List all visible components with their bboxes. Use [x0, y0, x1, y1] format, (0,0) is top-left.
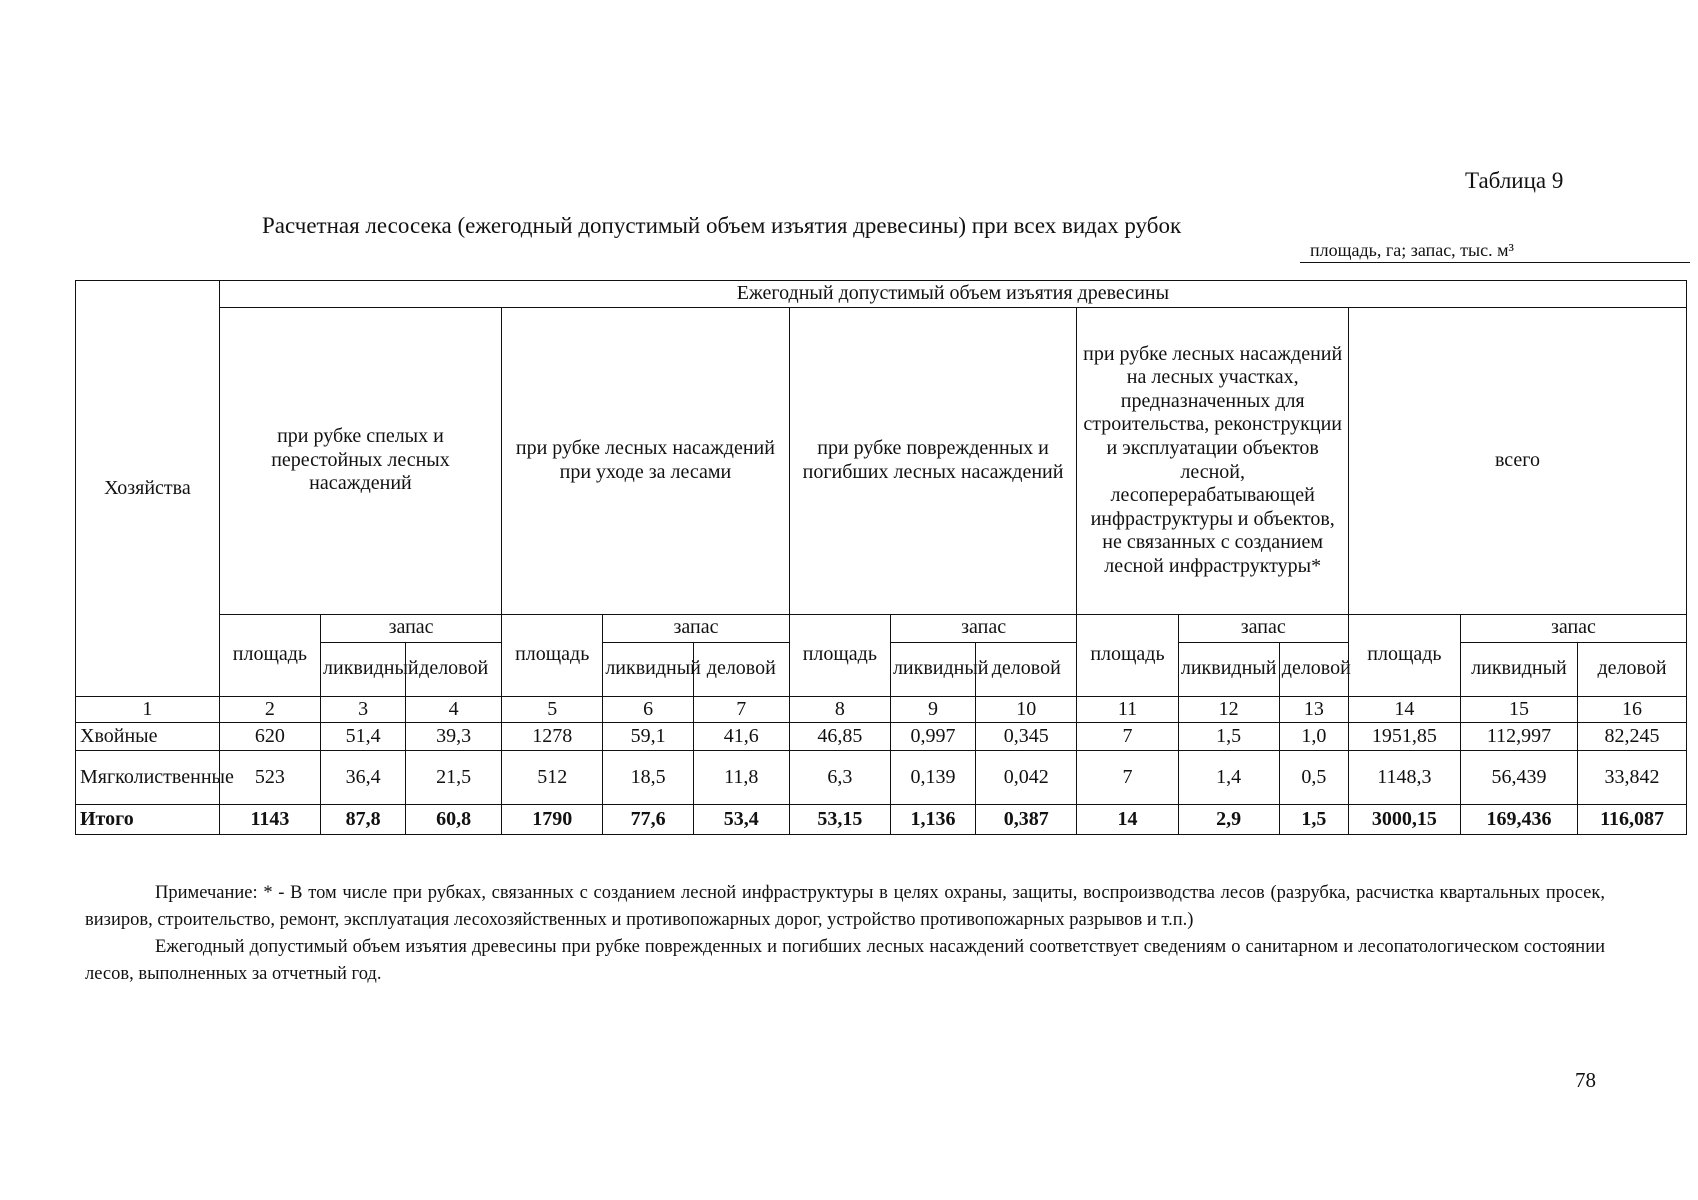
table-cell: 112,997 — [1460, 723, 1577, 751]
table-cell: 39,3 — [406, 723, 502, 751]
table-cell: 51,4 — [321, 723, 406, 751]
table-label: Таблица 9 — [1465, 168, 1564, 193]
column-number: 7 — [693, 696, 789, 723]
header-commercial: деловой — [406, 642, 502, 696]
note-paragraph: Ежегодный допустимый объем изъятия древесины при рубке поврежденных и погибших лесных насаждений соответствует сведениям о санитарном и лесопатологическом состоянии лесов, выполненных за отчетный год. — [85, 937, 1605, 984]
table-cell: 53,4 — [693, 805, 789, 835]
table-cell: 523 — [219, 751, 320, 805]
table-cell: 41,6 — [693, 723, 789, 751]
header-area: площадь — [789, 614, 890, 696]
header-group-total: всего — [1349, 307, 1687, 614]
table-cell: 6,3 — [789, 751, 890, 805]
column-number: 8 — [789, 696, 890, 723]
table-cell: 1790 — [502, 805, 603, 835]
table-cell: 1,5 — [1279, 805, 1348, 835]
header-group-damaged: при рубке поврежденных и погибших лесных насаждений — [789, 307, 1077, 614]
column-number: 15 — [1460, 696, 1577, 723]
table-cell: 1148,3 — [1349, 751, 1461, 805]
header-stock: запас — [1460, 614, 1686, 642]
table-cell: 18,5 — [603, 751, 694, 805]
header-liquid: ликвидный — [321, 642, 406, 696]
header-area: площадь — [1349, 614, 1461, 696]
header-group-thinning: при рубке лесных насаждений при уходе за лесами — [502, 307, 790, 614]
column-number: 4 — [406, 696, 502, 723]
column-number: 13 — [1279, 696, 1348, 723]
header-group-mature: при рубке спелых и перестойных лесных насаждений — [219, 307, 501, 614]
table-cell: 0,997 — [890, 723, 975, 751]
table-cell: 56,439 — [1460, 751, 1577, 805]
row-name: Мягколиственные — [76, 751, 220, 805]
header-commercial: деловой — [693, 642, 789, 696]
table-cell: 77,6 — [603, 805, 694, 835]
row-name: Итого — [76, 805, 220, 835]
table-cell: 36,4 — [321, 751, 406, 805]
header-liquid: ликвидный — [890, 642, 975, 696]
header-stock: запас — [321, 614, 502, 642]
table-title: Расчетная лесосека (ежегодный допустимый объем изъятия древесины) при всех видах рубок — [262, 213, 1182, 238]
column-number: 14 — [1349, 696, 1461, 723]
column-number: 6 — [603, 696, 694, 723]
table-cell: 1,4 — [1178, 751, 1279, 805]
column-number: 11 — [1077, 696, 1178, 723]
header-commercial: деловой — [976, 642, 1077, 696]
table-cell: 60,8 — [406, 805, 502, 835]
table-cell: 1,5 — [1178, 723, 1279, 751]
column-number: 12 — [1178, 696, 1279, 723]
table-cell: 0,5 — [1279, 751, 1348, 805]
row-name: Хвойные — [76, 723, 220, 751]
table-cell: 46,85 — [789, 723, 890, 751]
table-cell: 3000,15 — [1349, 805, 1461, 835]
column-number: 1 — [76, 696, 220, 723]
header-liquid: ликвидный — [1460, 642, 1577, 696]
table-cell: 87,8 — [321, 805, 406, 835]
table-cell: 7 — [1077, 751, 1178, 805]
table-cell: 620 — [219, 723, 320, 751]
table-cell: 1,0 — [1279, 723, 1348, 751]
header-liquid: ликвидный — [1178, 642, 1279, 696]
column-number: 5 — [502, 696, 603, 723]
column-number: 9 — [890, 696, 975, 723]
table-cell: 21,5 — [406, 751, 502, 805]
table-cell: 7 — [1077, 723, 1178, 751]
table-cell: 0,042 — [976, 751, 1077, 805]
header-commercial: деловой — [1279, 642, 1348, 696]
table-cell: 33,842 — [1578, 751, 1687, 805]
table-cell: 14 — [1077, 805, 1178, 835]
column-number-row — [76, 696, 1687, 723]
table-note — [85, 880, 1605, 988]
table-row-total — [76, 805, 1687, 835]
table-cell: 1951,85 — [1349, 723, 1461, 751]
header-area: площадь — [502, 614, 603, 696]
header-liquid: ликвидный — [603, 642, 694, 696]
header-stock: запас — [890, 614, 1076, 642]
header-annual: Ежегодный допустимый объем изъятия древесины — [219, 281, 1686, 308]
units-underline — [1300, 262, 1690, 263]
units-label: площадь, га; запас, тыс. м³ — [1310, 240, 1514, 260]
header-commercial: деловой — [1578, 642, 1687, 696]
table-row — [76, 723, 1687, 751]
table-cell: 116,087 — [1578, 805, 1687, 835]
table-cell: 1278 — [502, 723, 603, 751]
table-cell: 0,139 — [890, 751, 975, 805]
header-stock: запас — [1178, 614, 1348, 642]
table-cell: 11,8 — [693, 751, 789, 805]
column-number: 10 — [976, 696, 1077, 723]
column-number: 2 — [219, 696, 320, 723]
page-number: 78 — [1575, 1068, 1596, 1092]
table-cell: 59,1 — [603, 723, 694, 751]
header-group-construction: при рубке лесных насаждений на лесных участках, предназначенных для строительства, реконструкции и эксплуатации объектов лесной, лесоперерабатывающей инфраструктуры и объектов, не связанных с созданием лесной инфраструктуры* — [1077, 307, 1349, 614]
allowable-cut-table — [75, 280, 1687, 835]
column-number: 3 — [321, 696, 406, 723]
table-cell: 82,245 — [1578, 723, 1687, 751]
note-paragraph: Примечание: * - В том числе при рубках, связанных с созданием лесной инфраструктуры в целях охраны, защиты, воспроизводства лесов (разрубка, расчистка квартальных просек, визиров, строительство, ремонт, эксплуатация лесохозяйственных и противопожарных дорог, устройство противопожарных разрывов и т.п.) — [85, 883, 1605, 930]
header-area: площадь — [219, 614, 320, 696]
header-farms: Хозяйства — [76, 281, 220, 697]
table-cell: 1,136 — [890, 805, 975, 835]
column-number: 16 — [1578, 696, 1687, 723]
table-cell: 169,436 — [1460, 805, 1577, 835]
table-cell: 0,387 — [976, 805, 1077, 835]
table-cell: 53,15 — [789, 805, 890, 835]
header-area: площадь — [1077, 614, 1178, 696]
header-stock: запас — [603, 614, 789, 642]
table-cell: 2,9 — [1178, 805, 1279, 835]
table-row — [76, 751, 1687, 805]
table-cell: 1143 — [219, 805, 320, 835]
table-cell: 512 — [502, 751, 603, 805]
table-cell: 0,345 — [976, 723, 1077, 751]
